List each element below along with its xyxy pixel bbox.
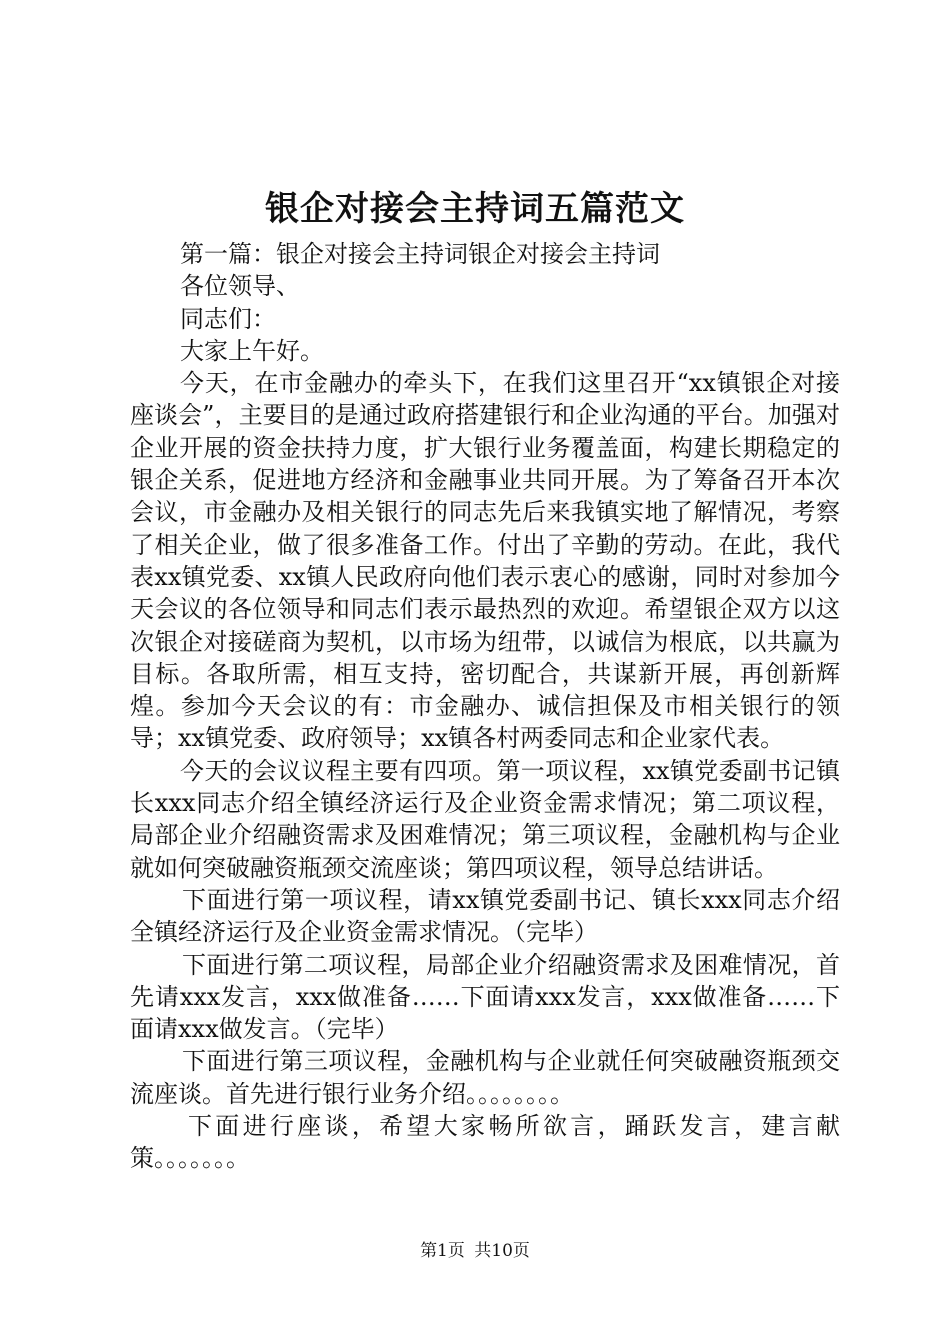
body-paragraph: 下面进行第二项议程，局部企业介绍融资需求及困难情况，首先请xxx发言，xxx做准备……下面请xxx发言，xxx做准备……下面请xxx做发言。（完毕）: [130, 950, 840, 1044]
document-body: [130, 238, 840, 1175]
page-number: 第1页: [420, 1241, 465, 1261]
body-paragraph: 今天，在市金融办的牵头下，在我们这里召开“xx镇银企对接座谈会”，主要目的是通过政府搭建银行和企业沟通的平台。加强对企业开展的资金扶持力度，扩大银行业务覆盖面，构建长期稳定的银企关系，促进地方经济和金融事业共同开展。为了筹备召开本次会议，市金融办及相关银行的同志先后来我镇实地了解情况，考察了相关企业，做了很多准备工作。付出了辛勤的劳动。在此，我代表xx镇党委、xx镇人民政府向他们表示衷心的感谢，同时对参加今天会议的各位领导和同志们表示最热烈的欢迎。希望银企双方以这次银企对接磋商为契机，以市场为纽带，以诚信为根底，以共赢为目标。各取所需，相互支持，密切配合，共谋新开展，再创新辉煌。参加今天会议的有：市金融办、诚信担保及市相关银行的领导；xx镇党委、政府领导；xx镇各村两委同志和企业家代表。: [130, 369, 840, 753]
body-paragraph: 下面进行第三项议程，金融机构与企业就任何突破融资瓶颈交流座谈。首先进行银行业务介绍。。。。。。。。: [130, 1047, 840, 1108]
greeting-line: 大家上午好。: [180, 336, 324, 365]
salutation-line: 各位领导、: [180, 272, 300, 301]
page-footer: [0, 1239, 950, 1263]
document-title: 银企对接会主持词五篇范文: [265, 189, 685, 229]
body-paragraph: 下面进行第一项议程，请xx镇党委副书记、镇长xxx同志介绍全镇经济运行及企业资金需求情况。（完毕）: [130, 885, 840, 947]
page-total: 共10页: [474, 1241, 530, 1261]
section-heading: 第一篇：银企对接会主持词银企对接会主持词: [180, 240, 660, 268]
salutation-line: 同志们：: [180, 304, 276, 333]
body-paragraph: 下面进行座谈，希望大家畅所欲言，踊跃发言，建言献策。。。。。。。: [130, 1112, 840, 1173]
body-paragraph: 今天的会议议程主要有四项。第一项议程，xx镇党委副书记镇长xxx同志介绍全镇经济运行及企业资金需求情况；第二项议程，局部企业介绍融资需求及困难情况；第三项议程，金融机构与企业就如何突破融资瓶颈交流座谈；第四项议程，领导总结讲话。: [130, 756, 840, 882]
